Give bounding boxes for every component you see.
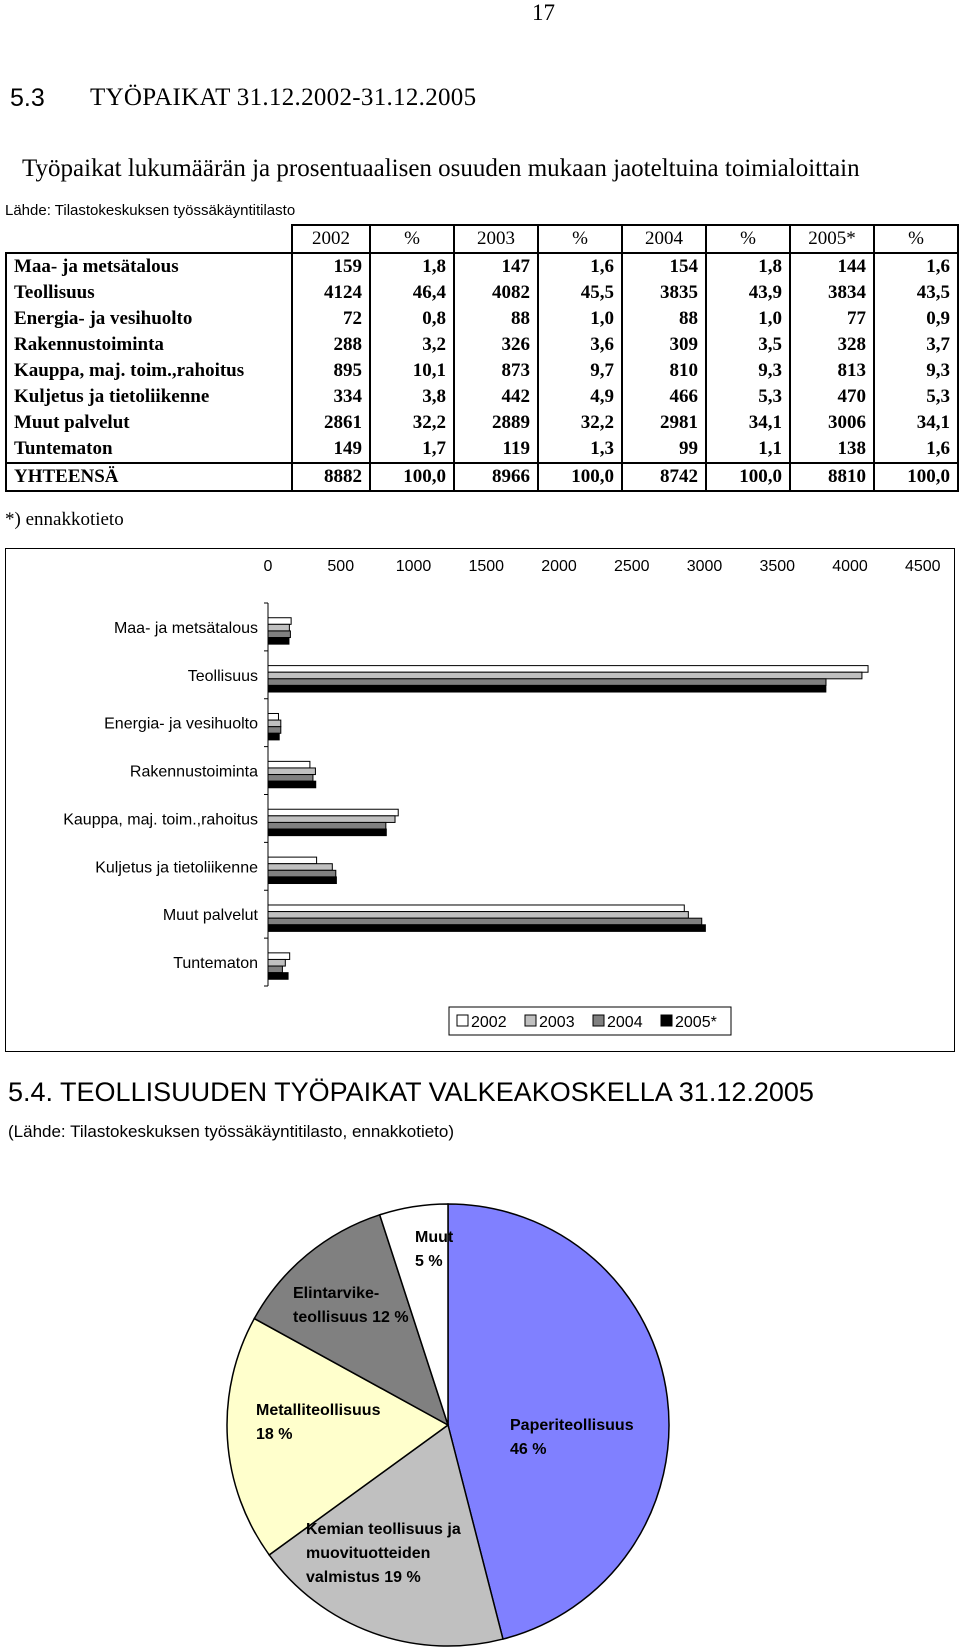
- pie-label: 18 %: [256, 1426, 293, 1443]
- table-cell: 813: [790, 358, 874, 384]
- header-cell: 2003: [454, 225, 538, 253]
- bar-kuljetus-ja-tietoliikenne-2002: [268, 857, 317, 864]
- table-cell: 810: [622, 358, 706, 384]
- table-cell: 2981: [622, 410, 706, 436]
- bar-teollisuus-2005: [268, 685, 826, 692]
- table-cell: 46,4: [370, 280, 454, 306]
- legend-swatch: [661, 1015, 672, 1026]
- table-cell: 3,2: [370, 332, 454, 358]
- table-cell: 88: [622, 306, 706, 332]
- category-label: Maa- ja metsätalous: [113, 619, 258, 637]
- table-cell: 8882: [292, 463, 370, 491]
- table-cell: 9,3: [706, 358, 790, 384]
- category-label: Muut palvelut: [162, 907, 258, 925]
- header-cell: %: [370, 225, 454, 253]
- pie-label: Kemian teollisuus ja: [306, 1521, 461, 1538]
- legend-swatch: [457, 1015, 468, 1026]
- table-cell: 2861: [292, 410, 370, 436]
- table-cell: 4,9: [538, 384, 622, 410]
- table-cell: 1,8: [370, 253, 454, 280]
- category-label: Teollisuus: [187, 667, 258, 685]
- table-cell: 334: [292, 384, 370, 410]
- pie-label: valmistus 19 %: [306, 1569, 421, 1586]
- bar-maa-ja-metsätalous-2003: [268, 624, 289, 631]
- bar-chart: [5, 548, 955, 1052]
- bar-energia-ja-vesihuolto-2003: [268, 720, 281, 727]
- section-title: TYÖPAIKAT 31.12.2002-31.12.2005: [90, 84, 477, 111]
- pie-label: muovituotteiden: [306, 1545, 431, 1562]
- table-cell: 1,6: [874, 253, 958, 280]
- legend-swatch: [525, 1015, 536, 1026]
- table-cell: 9,3: [874, 358, 958, 384]
- table-cell: 1,6: [538, 253, 622, 280]
- table-cell: 99: [622, 436, 706, 463]
- table-cell: 309: [622, 332, 706, 358]
- bar-rakennustoiminta-2005: [268, 781, 316, 788]
- bar-muut-palvelut-2002: [268, 905, 684, 912]
- table-cell: 77: [790, 306, 874, 332]
- table-row: [6, 410, 958, 436]
- table-row: [6, 280, 958, 306]
- table-cell: 3006: [790, 410, 874, 436]
- table-cell: 100,0: [538, 463, 622, 491]
- table-cell: 8810: [790, 463, 874, 491]
- pie-label: Paperiteollisuus: [510, 1417, 634, 1434]
- table-cell: 1,0: [538, 306, 622, 332]
- table-cell: 34,1: [874, 410, 958, 436]
- table-cell: 5,3: [874, 384, 958, 410]
- bar-maa-ja-metsätalous-2005: [268, 638, 289, 645]
- x-tick-label: 3000: [686, 558, 723, 575]
- x-tick-label: 1500: [468, 558, 505, 575]
- header-cell: 2005*: [790, 225, 874, 253]
- legend-label: 2005*: [675, 1014, 717, 1031]
- table-cell: 119: [454, 436, 538, 463]
- x-tick-label: 4000: [832, 558, 868, 575]
- table-cell: 2889: [454, 410, 538, 436]
- table-cell: 8966: [454, 463, 538, 491]
- legend-label: 2003: [539, 1014, 575, 1031]
- header-blank: [6, 225, 292, 253]
- bar-kuljetus-ja-tietoliikenne-2004: [268, 870, 336, 877]
- x-tick-label: 500: [327, 558, 355, 575]
- bar-muut-palvelut-2005: [268, 925, 705, 932]
- table-cell: 100,0: [706, 463, 790, 491]
- pie-label: Elintarvike-: [293, 1285, 380, 1302]
- table-cell: 154: [622, 253, 706, 280]
- table-cell: 4082: [454, 280, 538, 306]
- table-cell: 3,6: [538, 332, 622, 358]
- table-cell: 100,0: [874, 463, 958, 491]
- table-cell: 8742: [622, 463, 706, 491]
- table-cell: 1,1: [706, 436, 790, 463]
- header-cell: 2002: [292, 225, 370, 253]
- table-cell: 138: [790, 436, 874, 463]
- table-cell: 895: [292, 358, 370, 384]
- table-cell: 144: [790, 253, 874, 280]
- header-cell: %: [874, 225, 958, 253]
- category-label: Tuntematon: [173, 955, 258, 973]
- table-cell: 3834: [790, 280, 874, 306]
- bar-muut-palvelut-2004: [268, 918, 702, 925]
- pie-label: 46 %: [510, 1441, 547, 1458]
- table-cell: 10,1: [370, 358, 454, 384]
- table-cell: 88: [454, 306, 538, 332]
- pie-chart: [0, 1150, 960, 1650]
- row-label: Teollisuus: [6, 280, 292, 306]
- x-tick-label: 4500: [904, 558, 941, 575]
- table-cell: 3835: [622, 280, 706, 306]
- category-label: Kuljetus ja tietoliikenne: [95, 859, 258, 877]
- table-cell: 1,0: [706, 306, 790, 332]
- bar-rakennustoiminta-2003: [268, 768, 315, 775]
- table-total-row: [6, 463, 958, 491]
- table-row: [6, 253, 958, 280]
- pie-label: teollisuus 12 %: [293, 1309, 409, 1326]
- table-cell: 470: [790, 384, 874, 410]
- x-tick-label: 2000: [541, 558, 577, 575]
- pie-label: Muut: [415, 1229, 454, 1246]
- bar-tuntematon-2002: [268, 953, 290, 960]
- pie-chart-subtitle: (Lähde: Tilastokeskuksen työssäkäyntitilasto, ennakkotieto): [8, 1122, 455, 1141]
- bar-kauppa-maj-toim-rahoitus-2003: [268, 816, 395, 823]
- row-label: Maa- ja metsätalous: [6, 253, 292, 280]
- bar-kuljetus-ja-tietoliikenne-2003: [268, 864, 332, 871]
- bar-muut-palvelut-2003: [268, 912, 688, 919]
- row-label: Tuntematon: [6, 436, 292, 463]
- table-cell: 34,1: [706, 410, 790, 436]
- bar-teollisuus-2002: [268, 666, 868, 673]
- employment-table: [5, 224, 959, 492]
- header-cell: %: [706, 225, 790, 253]
- bar-teollisuus-2004: [268, 679, 826, 686]
- bar-kauppa-maj-toim-rahoitus-2002: [268, 809, 398, 816]
- bar-rakennustoiminta-2004: [268, 775, 313, 782]
- table-cell: 5,3: [706, 384, 790, 410]
- table-cell: 147: [454, 253, 538, 280]
- row-label: Energia- ja vesihuolto: [6, 306, 292, 332]
- legend: [449, 1007, 731, 1035]
- table-header-row: [6, 225, 958, 253]
- bar-maa-ja-metsätalous-2004: [268, 631, 290, 638]
- category-label: Rakennustoiminta: [129, 763, 258, 781]
- row-label: Kauppa, maj. toim.,rahoitus: [6, 358, 292, 384]
- table-cell: 288: [292, 332, 370, 358]
- table-cell: 159: [292, 253, 370, 280]
- x-tick-label: 2500: [613, 558, 650, 575]
- row-label: YHTEENSÄ: [6, 463, 292, 491]
- bar-kauppa-maj-toim-rahoitus-2005: [268, 829, 386, 836]
- pie-chart-title: 5.4. TEOLLISUUDEN TYÖPAIKAT VALKEAKOSKELLA 31.12.2005: [8, 1077, 814, 1107]
- table-cell: 0,8: [370, 306, 454, 332]
- table-row: [6, 332, 958, 358]
- table-cell: 149: [292, 436, 370, 463]
- table-source: Lähde: Tilastokeskuksen työssäkäyntitilasto: [5, 202, 296, 219]
- table-row: [6, 358, 958, 384]
- table-cell: 3,7: [874, 332, 958, 358]
- bar-tuntematon-2004: [268, 966, 282, 973]
- table-cell: 326: [454, 332, 538, 358]
- bar-maa-ja-metsätalous-2002: [268, 618, 291, 625]
- table-cell: 72: [292, 306, 370, 332]
- table-cell: 1,3: [538, 436, 622, 463]
- table-cell: 0,9: [874, 306, 958, 332]
- table-cell: 9,7: [538, 358, 622, 384]
- table-cell: 43,5: [874, 280, 958, 306]
- table-cell: 32,2: [538, 410, 622, 436]
- table-body: [6, 253, 958, 491]
- pie-label: 5 %: [415, 1253, 443, 1270]
- table-cell: 442: [454, 384, 538, 410]
- table-row: [6, 436, 958, 463]
- header-cell: 2004: [622, 225, 706, 253]
- table-caption: Työpaikat lukumäärän ja prosentuaalisen osuuden mukaan jaoteltuina toimialoittain: [22, 155, 860, 182]
- legend-swatch: [593, 1015, 604, 1026]
- header-cell: %: [538, 225, 622, 253]
- bar-kauppa-maj-toim-rahoitus-2004: [268, 822, 386, 829]
- section-number: 5.3: [10, 84, 45, 112]
- table-cell: 32,2: [370, 410, 454, 436]
- table-cell: 1,7: [370, 436, 454, 463]
- x-tick-label: 1000: [395, 558, 432, 575]
- table-cell: 873: [454, 358, 538, 384]
- x-tick-label: 0: [263, 558, 273, 575]
- page-number: 17: [532, 0, 555, 25]
- bar-kuljetus-ja-tietoliikenne-2005: [268, 877, 336, 884]
- bar-tuntematon-2005: [268, 973, 288, 980]
- bar-energia-ja-vesihuolto-2002: [268, 713, 278, 720]
- table-cell: 3,8: [370, 384, 454, 410]
- bar-energia-ja-vesihuolto-2005: [268, 733, 279, 740]
- table-cell: 328: [790, 332, 874, 358]
- row-label: Rakennustoiminta: [6, 332, 292, 358]
- table-cell: 466: [622, 384, 706, 410]
- table-cell: 43,9: [706, 280, 790, 306]
- category-label: Energia- ja vesihuolto: [104, 715, 258, 733]
- table-footnote: *) ennakkotieto: [5, 509, 124, 530]
- table-cell: 45,5: [538, 280, 622, 306]
- bar-teollisuus-2003: [268, 672, 862, 679]
- category-label: Kauppa, maj. toim.,rahoitus: [63, 811, 258, 829]
- table-row: [6, 306, 958, 332]
- bar-rakennustoiminta-2002: [268, 761, 310, 768]
- table-cell: 100,0: [370, 463, 454, 491]
- pie-label: Metalliteollisuus: [256, 1402, 381, 1419]
- x-tick-label: 3500: [759, 558, 796, 575]
- table-row: [6, 384, 958, 410]
- table-cell: 3,5: [706, 332, 790, 358]
- bar-energia-ja-vesihuolto-2004: [268, 727, 281, 734]
- table-cell: 1,8: [706, 253, 790, 280]
- legend-label: 2002: [471, 1014, 507, 1031]
- table-cell: 1,6: [874, 436, 958, 463]
- bar-tuntematon-2003: [268, 959, 285, 966]
- row-label: Kuljetus ja tietoliikenne: [6, 384, 292, 410]
- legend-label: 2004: [607, 1014, 643, 1031]
- table-cell: 4124: [292, 280, 370, 306]
- bar-chart-svg: [6, 549, 956, 1053]
- row-label: Muut palvelut: [6, 410, 292, 436]
